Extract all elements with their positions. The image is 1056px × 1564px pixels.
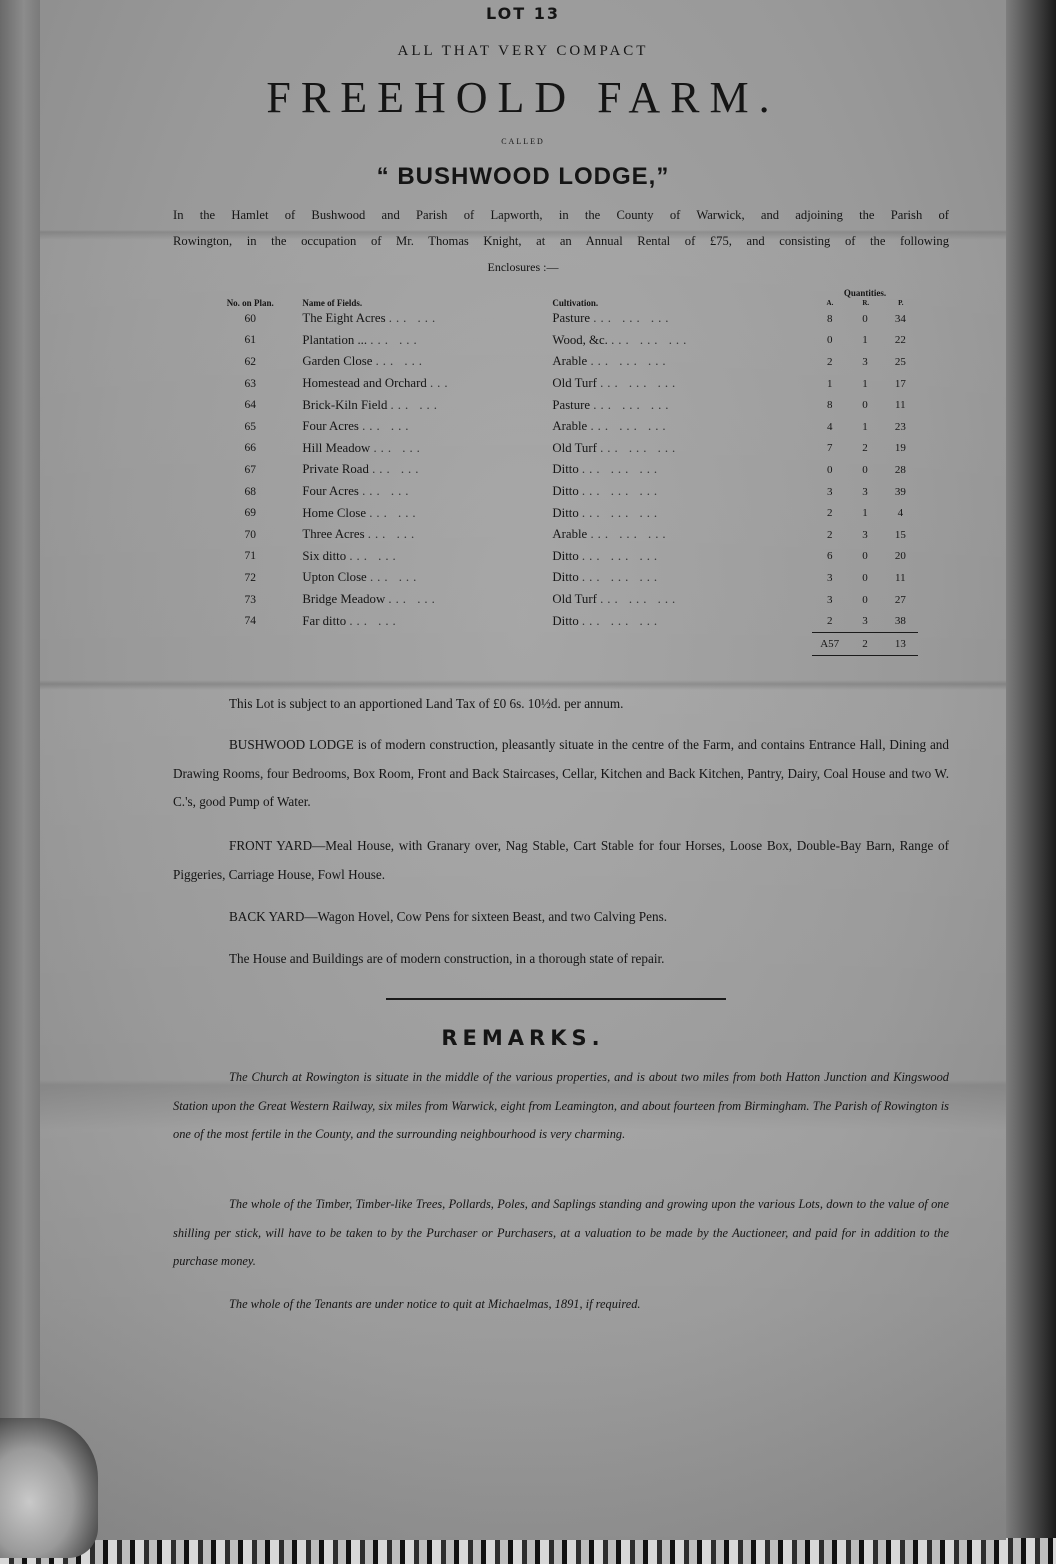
- plan-number: 69: [244, 507, 256, 520]
- cultivation-text: Old Turf: [552, 440, 597, 455]
- house-repair-paragraph: [173, 945, 949, 974]
- perches: 19: [894, 442, 906, 455]
- header-quantities-label: Quantities.: [843, 288, 887, 298]
- table-row: [218, 438, 918, 460]
- roods: 3: [862, 528, 868, 541]
- field-name: [282, 610, 552, 632]
- header-field-name: Name of Fields.: [302, 298, 363, 308]
- table-row: [218, 459, 918, 481]
- leader-dots: ... ... ...: [600, 376, 680, 391]
- table-row: [218, 330, 918, 352]
- cultivation-text: Ditto: [552, 462, 579, 477]
- leader-dots: ... ...: [388, 311, 440, 326]
- cultivation: [552, 502, 812, 524]
- backdrop-left: [0, 0, 40, 1564]
- table-row: [218, 351, 918, 373]
- cultivation-text: Old Turf: [552, 376, 597, 391]
- plan-number: 64: [244, 399, 256, 412]
- acres: 3: [826, 571, 833, 584]
- leader-dots: ... ...: [369, 505, 420, 520]
- roods: 1: [862, 334, 868, 347]
- field-name-text: Garden Close: [302, 354, 373, 369]
- back-yard-paragraph: [173, 903, 949, 932]
- cultivation: [552, 546, 812, 568]
- cultivation: [552, 524, 812, 546]
- perches: 11: [895, 571, 906, 584]
- plan-number: 65: [244, 420, 256, 433]
- field-name: [282, 416, 552, 438]
- perches: 28: [894, 463, 906, 476]
- leader-dots: ... ... ...: [590, 354, 670, 369]
- acres: 4: [826, 420, 833, 433]
- table-row: [218, 589, 918, 611]
- cultivation-text: Ditto: [552, 505, 579, 520]
- intro-paragraph: [173, 202, 949, 254]
- acres: 8: [826, 312, 833, 325]
- acres: 1: [826, 377, 833, 390]
- perches: 15: [894, 528, 906, 541]
- church-text: The Church at Rowington is situate in the middle of the various properties, and is about two miles from both Hatton Junction and Kingswood Station upon the Great Western Railway, six miles from Warwick, eight from Leamington, and about fourteen from Birmingham. The Parish of Rowington is one of the most fertile in the County, and the surrounding neighbourhood is very charming.: [173, 1070, 949, 1141]
- field-name: [282, 589, 552, 611]
- subtitle: ALL THAT VERY COMPACT: [397, 43, 649, 59]
- leader-dots: ... ...: [349, 548, 400, 563]
- field-name-text: Home Close: [302, 505, 367, 520]
- lodge-description-text: BUSHWOOD LODGE is of modern construction, pleasantly situate in the centre of the Farm, and contains Entrance Hall, Dining and Drawing Rooms, four Bedrooms, Box Room, Front and Back Staircases, Cellar, Kitchen and Back Kitchen, Pantry, Dairy, Coal House and two W. C.'s, good Pump of Water.: [173, 737, 949, 809]
- plan-number: 74: [244, 615, 256, 628]
- field-name-text: The Eight Acres: [302, 311, 386, 326]
- field-name: [282, 330, 552, 352]
- header-no-on-plan: No. on Plan.: [226, 298, 274, 308]
- table-body: [218, 308, 918, 632]
- table-row: [218, 394, 918, 416]
- timber-paragraph: [173, 1190, 949, 1276]
- house-repair-text: The House and Buildings are of modern construction, in a thorough state of repair.: [229, 951, 665, 966]
- leader-dots: ... ... ...: [581, 570, 662, 585]
- leader-dots: ... ...: [375, 354, 427, 369]
- back-yard-text: BACK YARD—Wagon Hovel, Cow Pens for sixteen Beast, and two Calving Pens.: [229, 909, 667, 924]
- leader-dots: ... ...: [362, 419, 413, 434]
- cultivation-text: Pasture: [552, 311, 591, 326]
- tenants-paragraph: [173, 1290, 949, 1319]
- thumb-holding-page: [0, 1418, 98, 1558]
- cultivation-text: Old Turf: [552, 592, 597, 607]
- table-header-row: [218, 288, 918, 308]
- perches: 23: [894, 420, 906, 433]
- roods: 0: [862, 399, 868, 412]
- cultivation: [552, 351, 812, 373]
- cultivation-text: Arable: [552, 419, 588, 434]
- enclosures-label: Enclosures :—: [487, 260, 559, 274]
- roods: 2: [862, 442, 868, 455]
- cultivation-text: Ditto: [552, 484, 579, 499]
- field-name: [282, 351, 552, 373]
- field-name-text: Plantation ...: [302, 332, 368, 347]
- leader-dots: ... ...: [362, 484, 413, 499]
- acres: 6: [826, 550, 833, 563]
- intro-line-1: In the Hamlet of Bushwood and Parish of Lapworth, in the County of Warwick, and adjoining the Parish of: [173, 208, 949, 222]
- page-title: FREEHOLD FARM.: [266, 73, 780, 122]
- acres: 7: [826, 442, 833, 455]
- leader-dots: ... ... ...: [581, 505, 662, 520]
- acres: 2: [812, 610, 847, 632]
- field-name: [282, 502, 552, 524]
- tenants-text: The whole of the Tenants are under notice to quit at Michaelmas, 1891, if required.: [229, 1297, 641, 1311]
- cultivation-text: Pasture: [552, 397, 591, 412]
- cultivation: [552, 438, 812, 460]
- roods: 0: [862, 593, 868, 606]
- leader-dots: ... ... ...: [600, 440, 680, 455]
- acres: 0: [826, 334, 833, 347]
- plan-number: 72: [244, 571, 256, 584]
- perches: 27: [894, 593, 906, 606]
- field-name: [282, 394, 552, 416]
- plan-number: 68: [244, 485, 256, 498]
- cultivation-text: Ditto: [552, 548, 579, 563]
- plan-number: 63: [244, 377, 256, 390]
- leader-dots: ... ...: [349, 613, 400, 628]
- total-acres: A57: [812, 632, 847, 655]
- field-name-text: Three Acres: [302, 527, 365, 542]
- leader-dots: ...: [429, 376, 452, 391]
- plan-number: 62: [244, 355, 256, 368]
- total-row: [218, 632, 918, 655]
- document-sheet: [40, 0, 1006, 1540]
- field-name: [282, 524, 552, 546]
- called-label: CALLED: [501, 137, 545, 146]
- field-name: [282, 567, 552, 589]
- cultivation: [552, 394, 812, 416]
- total-perches: 13: [883, 632, 918, 655]
- cultivation-text: Wood, &c.: [552, 332, 608, 347]
- perches: 20: [894, 550, 906, 563]
- lot-number: LOT 13: [486, 4, 560, 23]
- leader-dots: ... ... ...: [581, 484, 662, 499]
- acres: 8: [826, 399, 833, 412]
- field-name-text: Far ditto: [302, 613, 347, 628]
- roods: 1: [862, 377, 868, 390]
- header-cultivation: Cultivation.: [552, 298, 599, 308]
- leader-dots: ... ... ...: [611, 332, 691, 347]
- cultivation: [552, 373, 812, 395]
- leader-dots: ... ...: [390, 397, 441, 412]
- table-row: [218, 308, 918, 330]
- cultivation: [552, 589, 812, 611]
- cultivation-text: Ditto: [552, 570, 579, 585]
- table-row: [218, 416, 918, 438]
- field-name-text: Bridge Meadow: [302, 592, 386, 607]
- table-row: [218, 610, 918, 632]
- field-name: [282, 438, 552, 460]
- cultivation: [552, 459, 812, 481]
- timber-text: The whole of the Timber, Timber-like Trees, Pollards, Poles, and Saplings standing and growing upon the various Lots, down to the value of one shilling per stick, will have to be taken to by the Purchaser or Purchasers, at a valuation to be made by the Auctioneer, and paid for in addition to the purchase money.: [173, 1197, 949, 1268]
- table-row: [218, 481, 918, 503]
- field-name-text: Brick-Kiln Field: [302, 397, 388, 412]
- leader-dots: ... ...: [388, 592, 439, 607]
- field-name: [282, 546, 552, 568]
- total-roods: 2: [847, 632, 882, 655]
- backdrop-right: [1006, 0, 1056, 1564]
- cultivation: [552, 330, 812, 352]
- perches: 39: [894, 485, 906, 498]
- acres: 2: [826, 507, 833, 520]
- field-name-text: Four Acres: [302, 484, 359, 499]
- leader-dots: ... ... ...: [581, 548, 662, 563]
- leader-dots: ... ... ...: [590, 527, 670, 542]
- leader-dots: ... ... ...: [581, 462, 662, 477]
- cultivation: [552, 308, 812, 330]
- roods: 0: [862, 312, 868, 325]
- roods: 1: [862, 420, 868, 433]
- roods: 0: [862, 550, 868, 563]
- leader-dots: ... ...: [369, 570, 421, 585]
- perches: 11: [895, 399, 906, 412]
- leader-dots: ... ... ...: [600, 592, 680, 607]
- field-name: [282, 459, 552, 481]
- acres: 0: [826, 463, 833, 476]
- roods: 3: [862, 485, 868, 498]
- header-quantities: [812, 288, 918, 308]
- plan-number: 73: [244, 593, 256, 606]
- cultivation-text: Ditto: [552, 613, 579, 628]
- acres: 2: [826, 528, 833, 541]
- land-tax-paragraph: [173, 690, 949, 719]
- acres: 3: [826, 593, 833, 606]
- field-name-text: Hill Meadow: [302, 440, 371, 455]
- table-row: [218, 373, 918, 395]
- header-roods: R.: [862, 299, 870, 307]
- leader-dots: ... ...: [372, 462, 423, 477]
- section-divider: [386, 998, 726, 1000]
- plan-number: 66: [244, 442, 256, 455]
- front-yard-paragraph: [173, 832, 949, 889]
- leader-dots: ... ...: [373, 440, 424, 455]
- leader-dots: ... ... ...: [581, 613, 662, 628]
- table-row: [218, 524, 918, 546]
- perches: 22: [894, 334, 906, 347]
- perches: 34: [894, 312, 906, 325]
- header-quantity-units: [812, 298, 918, 308]
- church-paragraph: [173, 1063, 949, 1149]
- leader-dots: ... ... ...: [593, 397, 673, 412]
- header-acres: A.: [826, 299, 834, 307]
- land-tax-text: This Lot is subject to an apportioned Land Tax of £0 6s. 10½d. per annum.: [229, 696, 624, 711]
- acres: 3: [826, 485, 833, 498]
- front-yard-text: FRONT YARD—Meal House, with Granary over, Nag Stable, Cart Stable for four Horses, Loose Box, Double-Bay Barn, Range of Piggeries, Carriage House, Fowl House.: [173, 838, 949, 882]
- plan-number: 71: [244, 550, 256, 563]
- cultivation: [552, 610, 812, 632]
- field-name-text: Private Road: [302, 462, 369, 477]
- leader-dots: ... ... ...: [593, 311, 673, 326]
- acres: 2: [826, 355, 833, 368]
- roods: 3: [862, 355, 868, 368]
- field-name: [282, 481, 552, 503]
- intro-line-2: Rowington, in the occupation of Mr. Thomas Knight, at an Annual Rental of £75, and consisting of the following: [173, 234, 949, 248]
- backdrop-tablecloth: [0, 1538, 1056, 1564]
- perches: 38: [883, 610, 918, 632]
- field-name: [282, 373, 552, 395]
- roods: 3: [847, 610, 882, 632]
- plan-number: 67: [244, 463, 256, 476]
- lodge-description-paragraph: [173, 731, 949, 817]
- perches: 25: [894, 355, 906, 368]
- field-name: [282, 308, 552, 330]
- perches: 17: [894, 377, 906, 390]
- plan-number: 61: [244, 334, 256, 347]
- field-name-text: Upton Close: [302, 570, 367, 585]
- leader-dots: ... ... ...: [590, 419, 670, 434]
- leader-dots: ... ...: [367, 527, 419, 542]
- cultivation: [552, 567, 812, 589]
- plan-number: 60: [244, 312, 256, 325]
- fields-table: [218, 288, 918, 656]
- roods: 0: [862, 571, 868, 584]
- table-row: [218, 546, 918, 568]
- leader-dots: ... ...: [370, 332, 421, 347]
- cultivation-text: Arable: [552, 527, 588, 542]
- roods: 0: [862, 463, 868, 476]
- perches: 4: [897, 507, 904, 520]
- plan-number: 70: [244, 528, 256, 541]
- header-perches: P.: [898, 299, 904, 307]
- farm-name: “ BUSHWOOD LODGE,”: [376, 163, 670, 190]
- cultivation-text: Arable: [552, 354, 588, 369]
- cultivation: [552, 481, 812, 503]
- remarks-title: REMARKS.: [441, 1026, 605, 1050]
- table-row: [218, 567, 918, 589]
- field-name-text: Four Acres: [302, 419, 359, 434]
- roods: 1: [862, 507, 868, 520]
- field-name-text: Six ditto: [302, 548, 347, 563]
- table-row: [218, 502, 918, 524]
- cultivation: [552, 416, 812, 438]
- field-name-text: Homestead and Orchard: [302, 376, 427, 391]
